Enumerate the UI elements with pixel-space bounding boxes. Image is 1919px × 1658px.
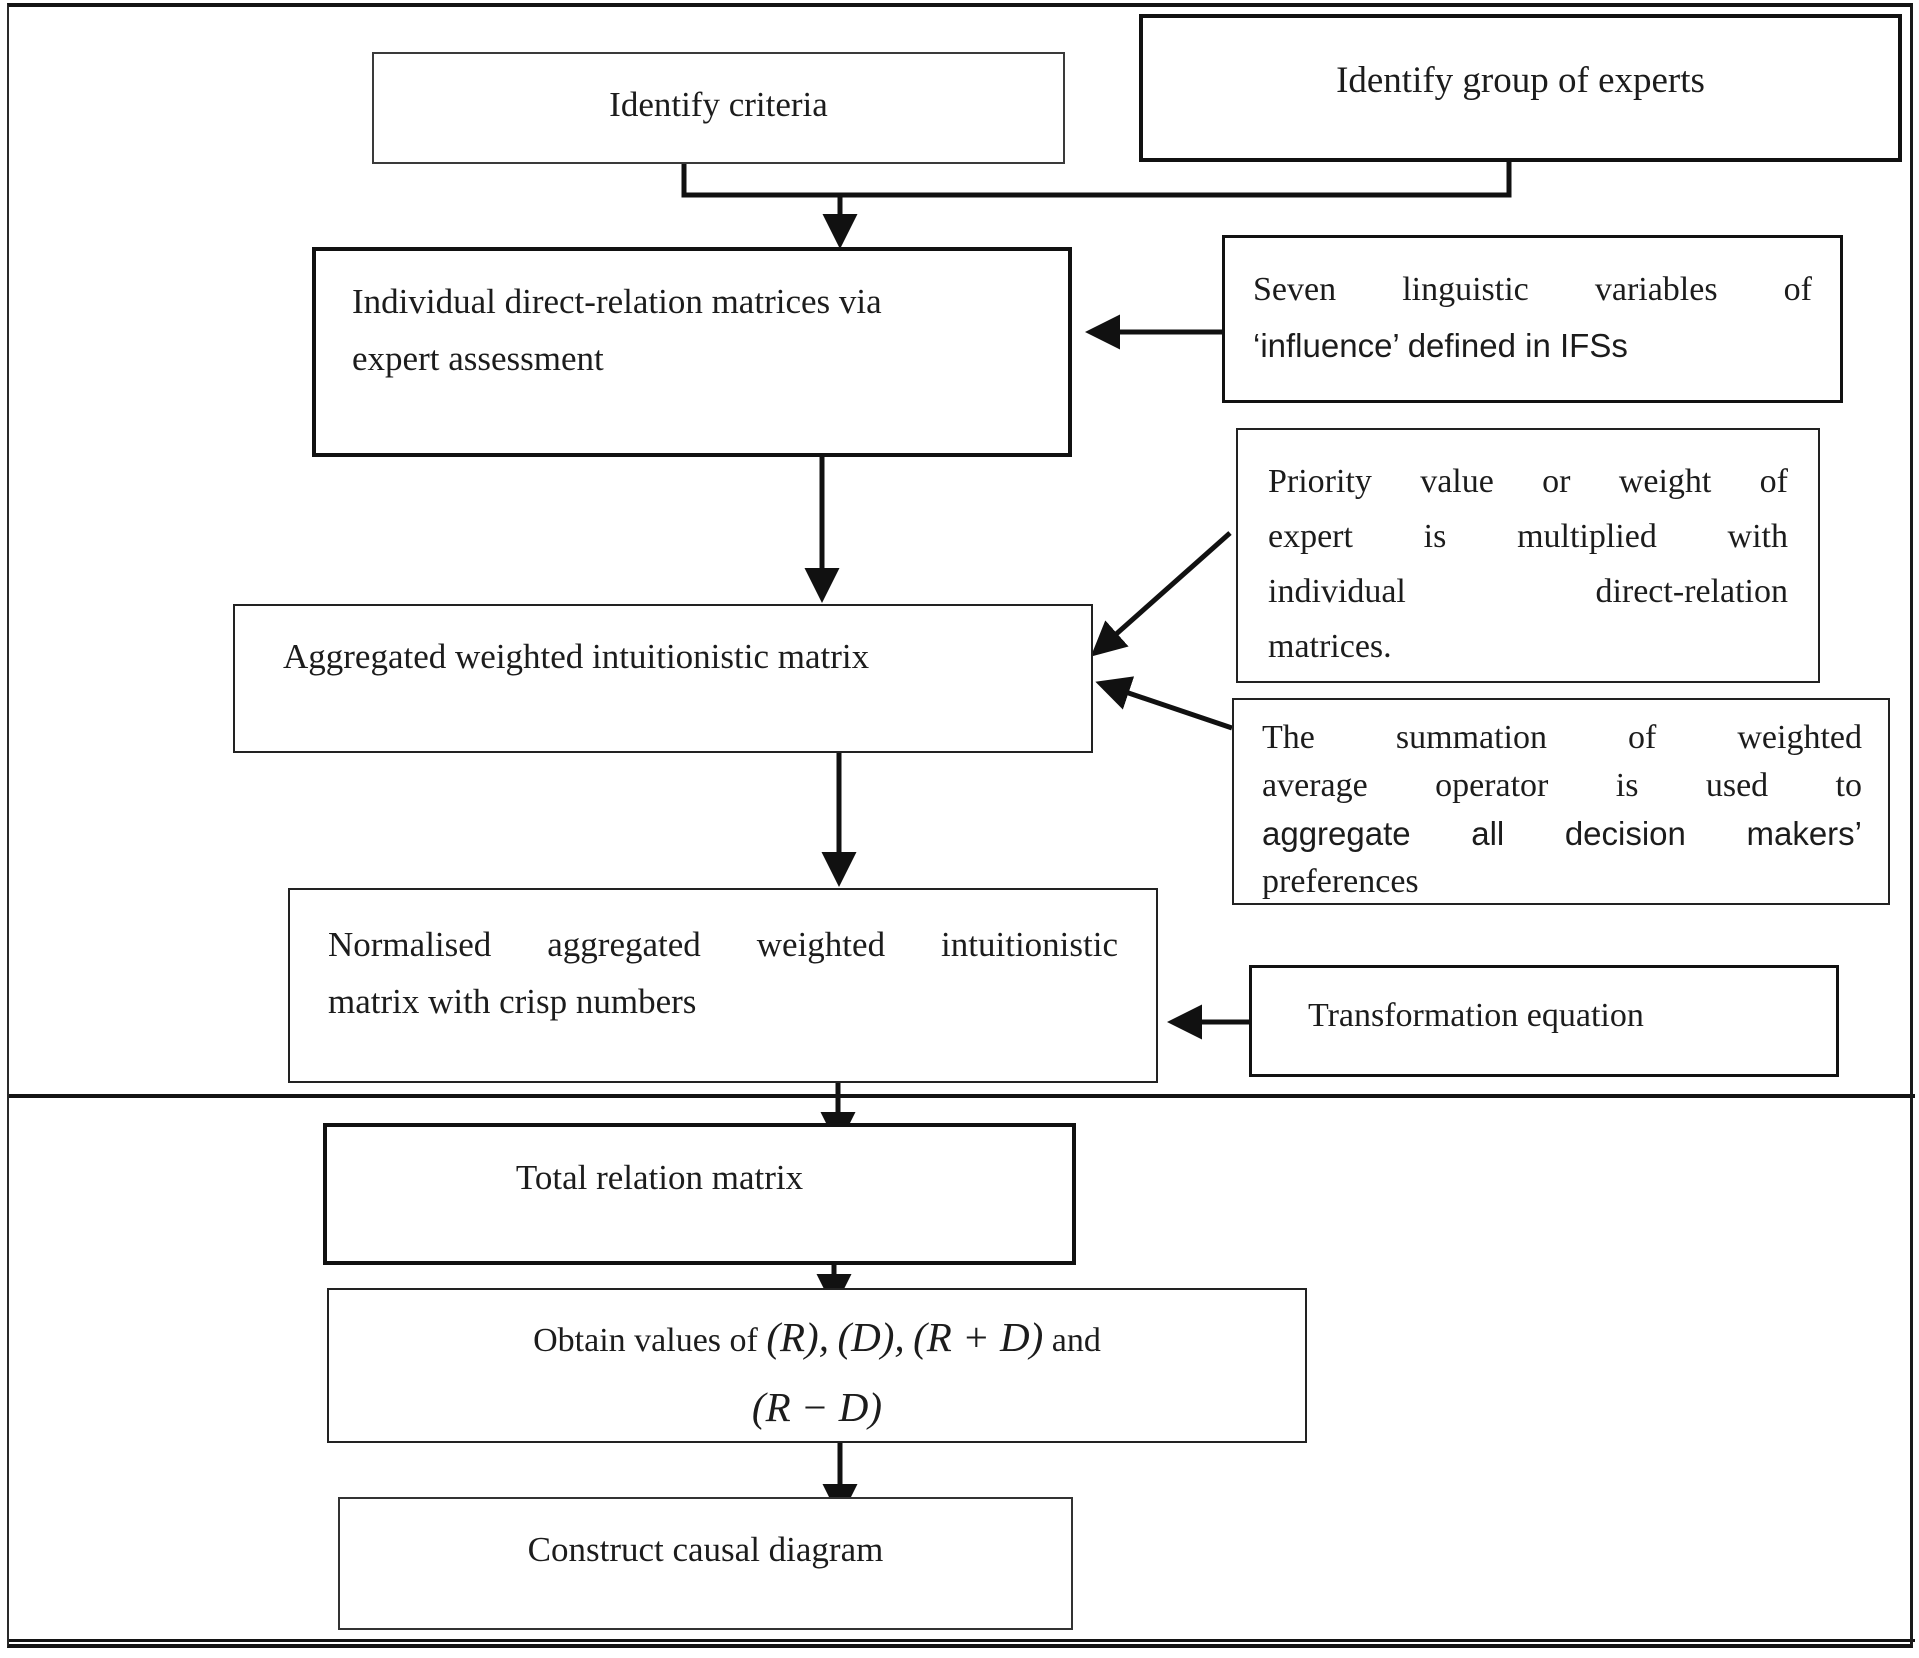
box-obtain-values <box>327 1288 1307 1443</box>
construct-causal-label: Construct causal diagram <box>527 1530 884 1569</box>
connector-criteria-experts-merge <box>684 162 1509 195</box>
box-seven-linguistic <box>1222 235 1843 403</box>
seven-linguistic-line: ‘influence’ defined in IFSs <box>1253 327 1628 364</box>
box-identify-criteria <box>372 52 1065 164</box>
arrow-summation-to-aggregated <box>1102 684 1232 728</box>
seven-linguistic-line: Seven linguistic variables of <box>1253 271 1812 308</box>
box-total-relation-matrix <box>323 1123 1076 1265</box>
summation-line: average operator is used to <box>1262 767 1862 804</box>
summation-line: aggregate all decision makers’ <box>1262 815 1862 852</box>
obtain-values-term-rd-diff: (R − D) <box>751 1383 883 1430</box>
aggregated-matrix-label: Aggregated weighted intuitionistic matrix <box>283 637 870 676</box>
identify-criteria-label: Identify criteria <box>609 85 828 124</box>
box-normalised-matrix <box>288 888 1158 1083</box>
bottom-rule-line <box>7 1639 1915 1642</box>
individual-matrices-line: expert assessment <box>352 339 604 378</box>
obtain-values-prefix: Obtain values of <box>533 1322 758 1359</box>
box-individual-matrices <box>312 247 1072 457</box>
obtain-values-term-rd-sum: (R + D) <box>913 1314 1044 1360</box>
normalised-matrix-line: Normalised aggregated weighted intuitionistic <box>328 925 1118 964</box>
priority-value-line: individual direct-relation <box>1268 573 1788 610</box>
box-identify-experts <box>1139 14 1902 162</box>
obtain-values-separator: , <box>894 1314 905 1360</box>
obtain-values-term-d: (D) <box>837 1314 895 1360</box>
priority-value-line: matrices. <box>1268 628 1392 665</box>
individual-matrices-line: Individual direct-relation matrices via <box>352 282 882 321</box>
box-aggregated-matrix <box>233 604 1093 753</box>
section-divider-line <box>7 1094 1915 1098</box>
obtain-values-line <box>329 1306 1305 1370</box>
box-construct-causal <box>338 1497 1073 1630</box>
obtain-values-term-r: (R) <box>766 1314 819 1360</box>
obtain-values-separator: , <box>818 1314 829 1360</box>
priority-value-line: expert is multiplied with <box>1268 518 1788 555</box>
priority-value-line: Priority value or weight of <box>1268 463 1788 500</box>
summation-line: The summation of weighted <box>1262 719 1862 756</box>
summation-line: preferences <box>1262 863 1419 900</box>
arrow-priority-to-aggregated <box>1096 533 1230 652</box>
transformation-equation-label: Transformation equation <box>1308 997 1644 1034</box>
obtain-values-line <box>329 1376 1305 1440</box>
identify-experts-label: Identify group of experts <box>1336 60 1705 101</box>
box-transformation-equation <box>1249 965 1839 1077</box>
obtain-values-suffix: and <box>1051 1322 1101 1359</box>
normalised-matrix-line: matrix with crisp numbers <box>328 982 697 1021</box>
box-priority-value <box>1236 428 1820 683</box>
total-relation-matrix-label: Total relation matrix <box>515 1158 804 1197</box>
box-summation <box>1232 698 1890 905</box>
